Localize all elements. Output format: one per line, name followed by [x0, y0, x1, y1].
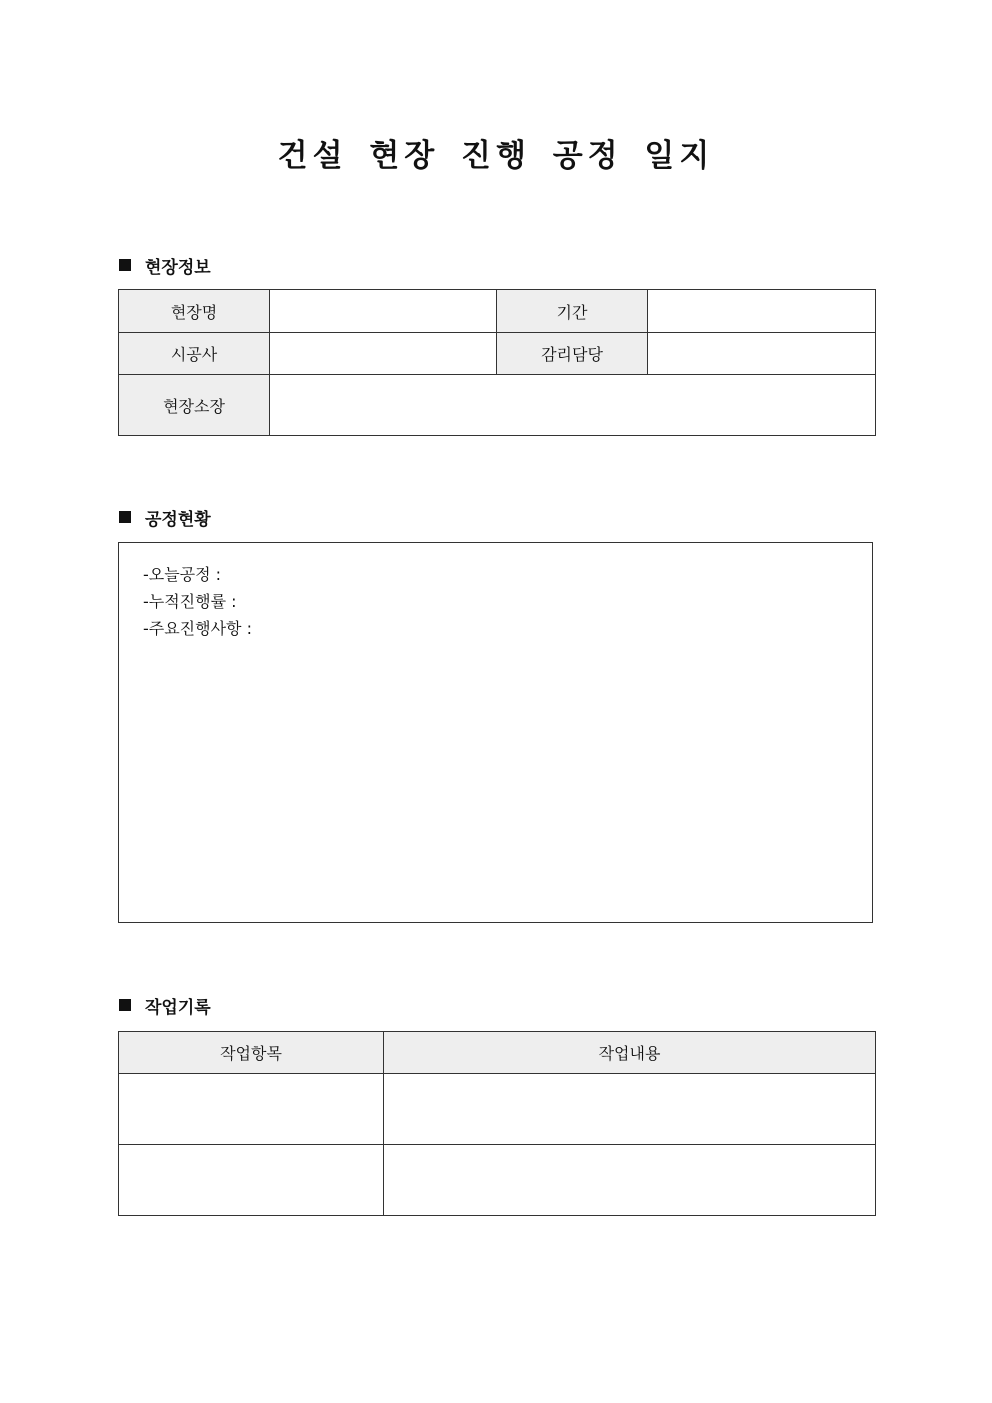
section-heading-site-info: [119, 253, 211, 277]
table-row: [119, 333, 876, 375]
section-heading-label: 공정현황: [145, 509, 211, 530]
site-name-field[interactable]: [270, 290, 497, 333]
site-manager-label: 현장소장: [119, 375, 270, 436]
section-heading-progress-status: [119, 505, 211, 529]
work-content-column-header: 작업내용: [384, 1032, 876, 1074]
section-heading-label: 현장정보: [145, 257, 211, 278]
square-bullet-icon: [119, 259, 131, 271]
progress-status-box[interactable]: [118, 542, 873, 923]
section-heading-work-log: [119, 993, 211, 1017]
cumulative-progress-line: -누적진행률 :: [143, 592, 237, 611]
work-item-cell[interactable]: [119, 1145, 384, 1216]
work-content-cell[interactable]: [384, 1145, 876, 1216]
todays-work-line: -오늘공정 :: [143, 565, 222, 584]
section-heading-label: 작업기록: [145, 997, 211, 1018]
contractor-field[interactable]: [270, 333, 497, 375]
site-manager-field[interactable]: [270, 375, 876, 436]
work-log-table: [118, 1031, 876, 1216]
table-header-row: [119, 1032, 876, 1074]
supervisor-field[interactable]: [648, 333, 876, 375]
contractor-label: 시공사: [119, 333, 270, 375]
work-item-column-header: 작업항목: [119, 1032, 384, 1074]
site-name-label: 현장명: [119, 290, 270, 333]
work-content-cell[interactable]: [384, 1074, 876, 1145]
supervisor-label: 감리담당: [497, 333, 648, 375]
work-item-cell[interactable]: [119, 1074, 384, 1145]
period-field[interactable]: [648, 290, 876, 333]
square-bullet-icon: [119, 511, 131, 523]
table-row: [119, 1145, 876, 1216]
period-label: 기간: [497, 290, 648, 333]
page-title: 건설 현장 진행 공정 일지: [277, 138, 715, 174]
site-info-table: [118, 289, 876, 436]
table-row: [119, 1074, 876, 1145]
table-row: [119, 290, 876, 333]
table-row: [119, 375, 876, 436]
main-progress-line: -주요진행사항 :: [143, 619, 252, 638]
square-bullet-icon: [119, 999, 131, 1011]
